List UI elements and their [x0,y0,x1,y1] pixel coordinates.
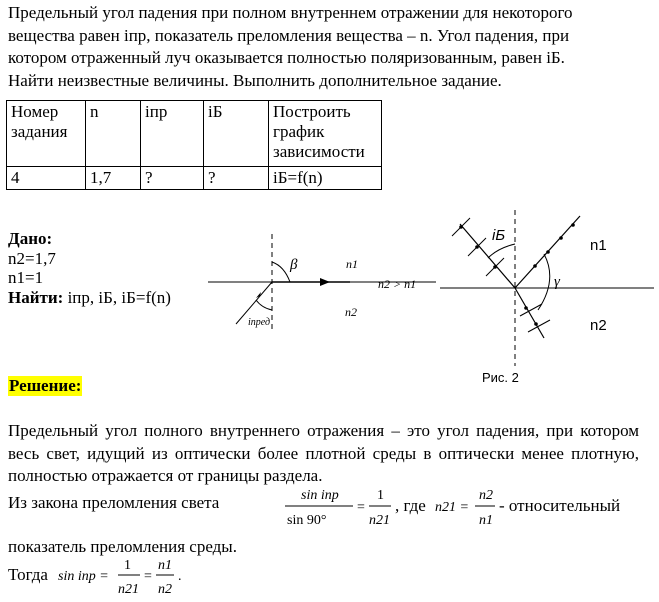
header-ib: iБ [204,101,269,167]
given-n2: n2=1,7 [8,248,56,268]
beta-label: β [290,257,298,273]
cell-graph: iБ=f(n) [269,167,382,190]
then-one: 1 [124,558,131,573]
problem-line-2: вещества равен iпр, показатель преломления вещества – n. Угол падения, при [8,25,570,45]
then-formula [58,554,218,602]
gamma-arc [538,254,550,310]
problem-statement [8,2,648,92]
table-row [7,167,382,190]
n21-def: n21 = [435,500,469,515]
then-n1: n1 [158,558,172,573]
beta-arc [272,262,290,282]
n2-label-2: n2 [590,317,607,334]
header-task-number: Номер задания [7,101,86,167]
n1-under: n1 [479,513,493,528]
svg-text:.: . [178,569,182,584]
problem-line-4: Найти неизвестные величины. Выполнить дополнительное задание. [8,70,502,90]
frac-sin-num: sin iпр [301,488,339,503]
then-n21: n21 [118,582,139,597]
ipred-arc [256,300,272,310]
given-title: Дано: [8,229,53,248]
svg-text:=: = [144,569,152,584]
then-sin: sin iпр = [58,569,109,584]
figure-caption: Рис. 2 [482,370,519,385]
frac-sin-den: sin 90° [287,513,327,528]
solution-paragraph: Предельный угол полного внутреннего отражения – это угол падения, при котором весь свет, идущий из оптически более плотной среды в оптически менее плотную, полностью отражается от границы раздела. [8,421,639,485]
find-label: Найти: [8,287,64,307]
brewster-diagram [440,210,655,385]
header-ipr: iпр [141,101,204,167]
ipred-label: iпред [248,317,271,328]
n2-label: n2 [345,305,357,319]
ib-arc [488,244,515,258]
table-header-row [7,101,382,167]
gamma-label: γ [554,274,560,290]
relative-suffix: - относительный [499,496,621,515]
problem-line-1: Предельный угол падения при полном внутреннем отражении для некоторого [8,3,573,22]
problem-line-3: котором отраженный луч оказывается полностью поляризованным, равен iБ. [8,48,565,67]
line-after: показатель преломления среды. [8,537,237,556]
solution-title: Решение: [9,376,82,395]
cell-ipr: ? [141,167,204,190]
refraction-diagram [200,232,440,342]
n1-label: n1 [346,257,358,271]
n2-over: n2 [479,488,493,503]
then-prefix: Тогда [8,565,48,584]
find-value: iпр, iБ, iБ=f(n) [67,287,171,307]
cell-n: 1,7 [86,167,141,190]
task-table [6,100,382,190]
snell-formula [283,482,633,532]
header-graph: Построить график зависимости [269,101,382,167]
cell-task-number: 4 [7,167,86,190]
given-n1: n1=1 [8,268,44,287]
eq-n21: n21 [369,513,390,528]
then-n2: n2 [158,582,172,597]
relation-label: n2 > n1 [378,277,417,291]
refracted-ray-2 [515,288,544,338]
ib-label: iБ [492,227,506,244]
given-block [8,229,171,307]
eq-one: 1 [377,488,384,503]
law-prefix: Из закона преломления света [8,493,220,512]
header-n: n [86,101,141,167]
where-text: , где [395,496,426,515]
cell-ib: ? [204,167,269,190]
svg-text:=: = [357,500,365,515]
n1-label-2: n1 [590,237,607,254]
